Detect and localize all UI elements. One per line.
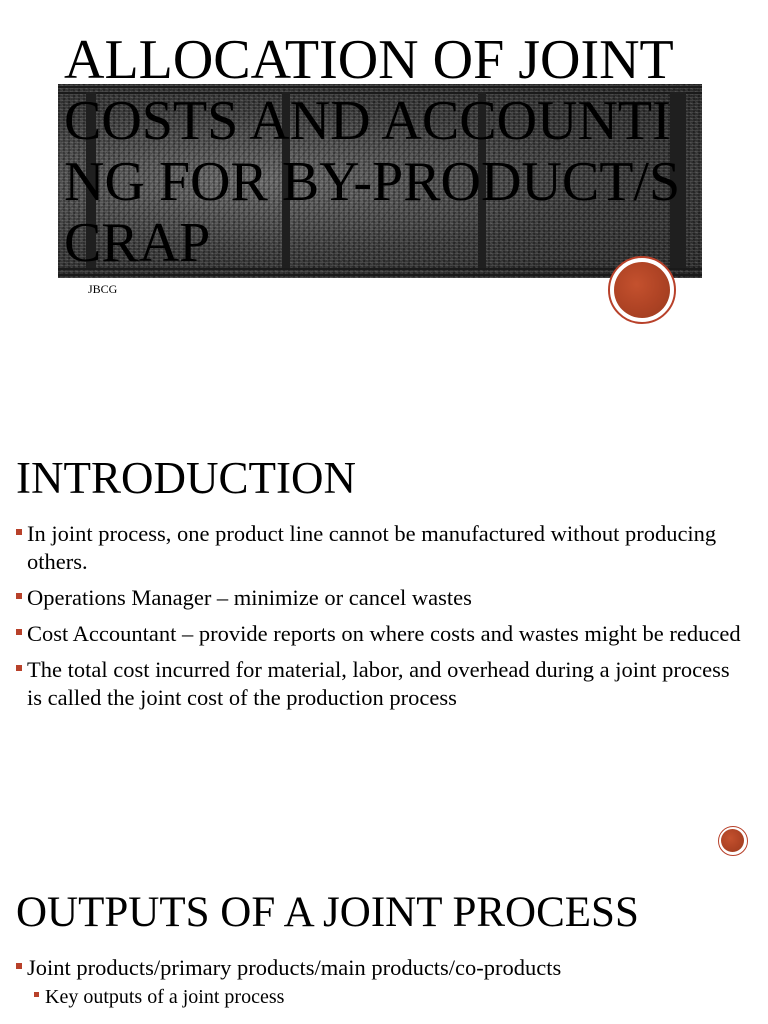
presentation-title: ALLOCATION OF JOINT COSTS AND ACCOUNTING FOR BY-PRODUCT/SCRAP xyxy=(64,29,681,274)
introduction-slide xyxy=(0,390,768,870)
square-bullet-icon xyxy=(16,963,22,969)
sub-bullet-text: Key outputs of a joint process xyxy=(45,986,285,1008)
band-rule-bottom-outer xyxy=(58,274,702,276)
title-circle-ornament xyxy=(608,256,676,324)
outputs-slide xyxy=(0,870,768,1024)
bullet-text: Operations Manager – minimize or cancel wastes xyxy=(27,585,472,610)
bullet-item xyxy=(16,520,746,576)
bullet-item xyxy=(16,584,746,612)
square-bullet-icon xyxy=(34,992,39,997)
bullet-text: Cost Accountant – provide reports on where costs and wastes might be reduced xyxy=(27,621,741,646)
bullet-item xyxy=(16,620,746,648)
slide-circle-ornament xyxy=(718,826,748,856)
square-bullet-icon xyxy=(16,593,22,599)
square-bullet-icon xyxy=(16,665,22,671)
sub-bullet-item xyxy=(34,984,746,1010)
square-bullet-icon xyxy=(16,529,22,535)
bullet-item xyxy=(16,954,746,982)
bullet-text: In joint process, one product line cannot be manufactured without producing others. xyxy=(27,521,717,574)
outputs-heading: OUTPUTS OF A JOINT PROCESS xyxy=(16,889,639,936)
title-slide xyxy=(0,0,768,390)
square-bullet-icon xyxy=(16,629,22,635)
bullet-text: The total cost incurred for material, labor, and overhead during a joint process is called the joint cost of the production process xyxy=(27,657,730,710)
outputs-bullet-list xyxy=(16,954,746,1010)
slide-circle-ornament-fill xyxy=(721,829,744,852)
title-circle-ornament-fill xyxy=(614,262,670,318)
bullet-item xyxy=(16,656,746,712)
bullet-text: Joint products/primary products/main products/co-products xyxy=(27,955,562,980)
introduction-bullet-list xyxy=(16,520,746,720)
introduction-heading: INTRODUCTION xyxy=(16,453,356,503)
presentation-subtitle: JBCG xyxy=(88,282,118,296)
